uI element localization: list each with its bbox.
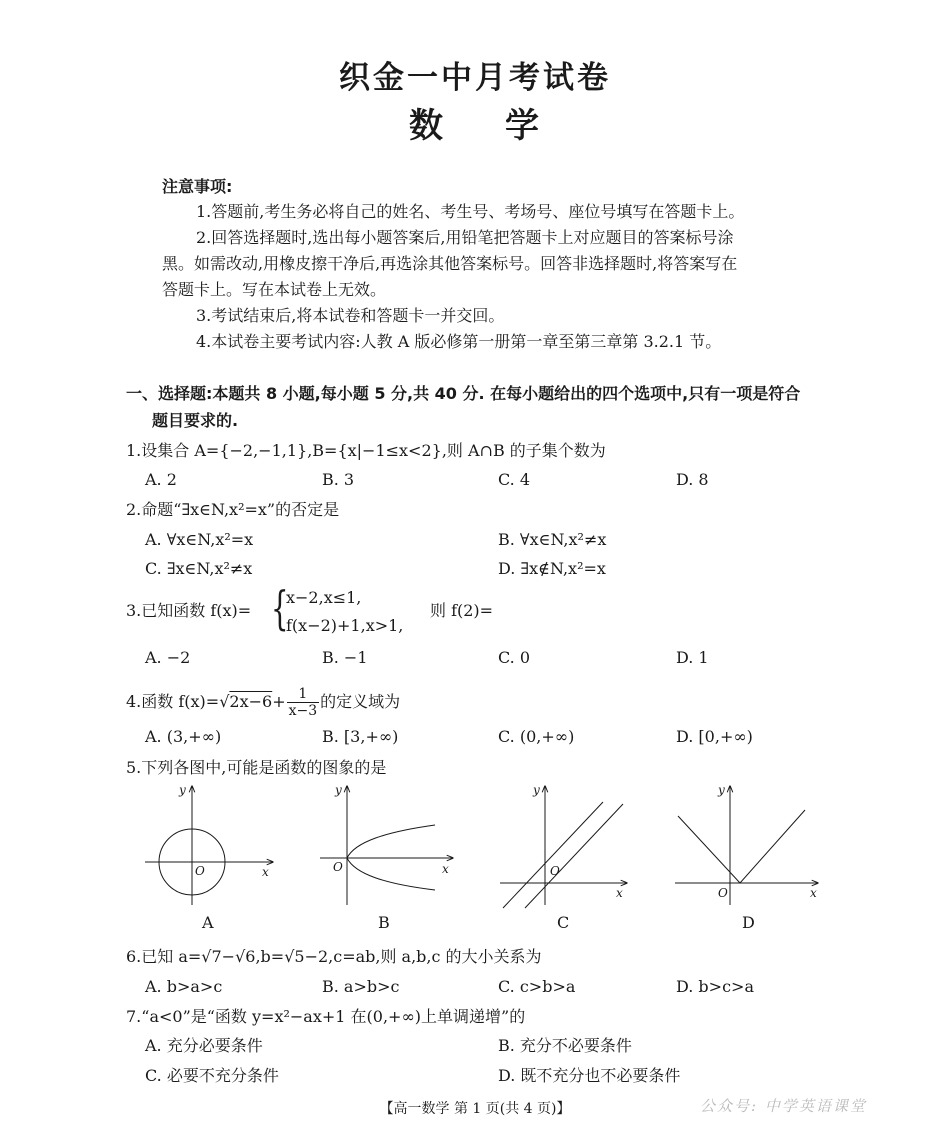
graph-d-label: D bbox=[742, 913, 755, 932]
subject-char-1: 数 bbox=[409, 106, 445, 146]
q3-brace: { bbox=[271, 581, 289, 635]
notice-item-1: 1.答题前,考生务必将自己的姓名、考生号、考场号、座位号填写在答题卡上。 bbox=[196, 202, 745, 221]
graph-c-y-label: y bbox=[533, 783, 540, 797]
graph-b-x-label: x bbox=[442, 862, 449, 876]
graph-c-origin: O bbox=[550, 864, 560, 878]
page-footer: 【高一数学 第 1 页(共 4 页)】 bbox=[379, 1101, 571, 1117]
exam-title: 织金一中月考试卷 bbox=[339, 60, 611, 96]
q2-option-a: A. ∀x∈N,x²=x bbox=[145, 530, 254, 549]
q6-stem: 6.已知 a=√7−√6,b=√5−2,c=ab,则 a,b,c 的大小关系为 bbox=[126, 947, 542, 966]
graph-b-origin: O bbox=[333, 860, 343, 874]
watermark: 公众号: 中学英语课堂 bbox=[700, 1097, 867, 1115]
graph-d-x-label: x bbox=[810, 886, 817, 900]
graph-a bbox=[135, 780, 285, 910]
q4-sqrt-sign: √ bbox=[219, 692, 230, 711]
q7-option-a: A. 充分必要条件 bbox=[145, 1036, 263, 1055]
notice-item-3: 3.考试结束后,将本试卷和答题卡一并交回。 bbox=[196, 306, 505, 325]
q1-stem: 1.设集合 A={−2,−1,1},B={x|−1≤x<2},则 A∩B 的子集个数为 bbox=[126, 441, 606, 460]
q3-option-a: A. −2 bbox=[145, 648, 191, 667]
q7-option-b: B. 充分不必要条件 bbox=[498, 1036, 632, 1055]
notice-item-4: 4.本试卷主要考试内容:人教 A 版必修第一册第一章至第三章第 3.2.1 节。 bbox=[196, 332, 722, 351]
q3-option-d: D. 1 bbox=[676, 648, 709, 667]
notice-item-2-line-2: 黑。如需改动,用橡皮擦干净后,再选涂其他答案标号。回答非选择题时,将答案写在 bbox=[162, 254, 738, 273]
graph-d bbox=[670, 780, 825, 910]
q3-case-2: f(x−2)+1,x>1, bbox=[286, 616, 404, 635]
q4-plus: + bbox=[272, 692, 286, 711]
graph-c-line-2 bbox=[525, 804, 623, 908]
q4-stem-suffix: 的定义域为 bbox=[320, 692, 401, 711]
graph-d-origin: O bbox=[718, 886, 728, 900]
q4-frac-den: x−3 bbox=[288, 703, 318, 719]
graph-b bbox=[315, 780, 460, 910]
q6-option-c: C. c>b>a bbox=[498, 977, 576, 996]
graph-a-label: A bbox=[202, 913, 214, 932]
q2-stem: 2.命题“∃x∈N,x²=x”的否定是 bbox=[126, 500, 340, 519]
q1-option-a: A. 2 bbox=[145, 470, 177, 489]
graph-a-x-label: x bbox=[262, 865, 269, 879]
q3-option-c: C. 0 bbox=[498, 648, 531, 667]
q4-option-c: C. (0,+∞) bbox=[498, 727, 575, 746]
graph-c-label: C bbox=[557, 913, 570, 932]
q4-frac-num: 1 bbox=[287, 686, 320, 703]
notice-heading: 注意事项: bbox=[162, 177, 233, 196]
subject-char-2: 学 bbox=[505, 106, 541, 146]
graph-d-y-label: y bbox=[718, 783, 725, 797]
q1-option-b: B. 3 bbox=[322, 470, 355, 489]
q4-option-a: A. (3,+∞) bbox=[145, 727, 222, 746]
q6-option-d: D. b>c>a bbox=[676, 977, 754, 996]
q1-option-c: C. 4 bbox=[498, 470, 531, 489]
q7-stem: 7.“a<0”是“函数 y=x²−ax+1 在(0,+∞)上单调递增”的 bbox=[126, 1007, 526, 1026]
graph-d-vshape bbox=[678, 810, 805, 883]
q5-stem: 5.下列各图中,可能是函数的图象的是 bbox=[126, 758, 387, 777]
graph-c-x-label: x bbox=[616, 886, 623, 900]
graph-a-y-label: y bbox=[179, 783, 186, 797]
q4-stem-line bbox=[126, 686, 400, 719]
graph-c bbox=[495, 780, 635, 910]
q3-case-1: x−2,x≤1, bbox=[286, 588, 362, 607]
q7-option-d: D. 既不充分也不必要条件 bbox=[498, 1066, 681, 1085]
q6-option-b: B. a>b>c bbox=[322, 977, 400, 996]
q3-option-b: B. −1 bbox=[322, 648, 368, 667]
notice-item-2-line-3: 答题卡上。写在本试卷上无效。 bbox=[162, 280, 387, 299]
graph-c-line-1 bbox=[503, 802, 603, 908]
graph-a-origin: O bbox=[195, 864, 205, 878]
q2-option-c: C. ∃x∈N,x²≠x bbox=[145, 559, 253, 578]
q1-option-d: D. 8 bbox=[676, 470, 709, 489]
section-heading-line-1: 一、选择题:本题共 8 小题,每小题 5 分,共 40 分. 在每小题给出的四个选项中,只有一项是符合 bbox=[126, 384, 801, 403]
section-heading-line-2: 题目要求的. bbox=[152, 411, 239, 430]
q7-option-c: C. 必要不充分条件 bbox=[145, 1066, 279, 1085]
q2-option-b: B. ∀x∈N,x²≠x bbox=[498, 530, 607, 549]
q6-option-a: A. b>a>c bbox=[145, 977, 223, 996]
graph-b-y-label: y bbox=[335, 783, 342, 797]
q4-fraction bbox=[287, 686, 320, 719]
q2-option-d: D. ∃x∉N,x²=x bbox=[498, 559, 606, 578]
q4-option-d: D. [0,+∞) bbox=[676, 727, 753, 746]
graph-b-label: B bbox=[378, 913, 390, 932]
q4-sqrt-expr: 2x−6 bbox=[229, 692, 273, 711]
q4-stem-prefix: 4.函数 f(x)= bbox=[126, 692, 220, 711]
notice-item-2-line-1: 2.回答选择题时,选出每小题答案后,用铅笔把答题卡上对应题目的答案标号涂 bbox=[196, 228, 734, 247]
q3-stem-prefix: 3.已知函数 f(x)= bbox=[126, 601, 252, 620]
subject-title bbox=[0, 98, 950, 147]
q4-option-b: B. [3,+∞) bbox=[322, 727, 399, 746]
q3-stem-suffix: 则 f(2)= bbox=[430, 601, 494, 620]
